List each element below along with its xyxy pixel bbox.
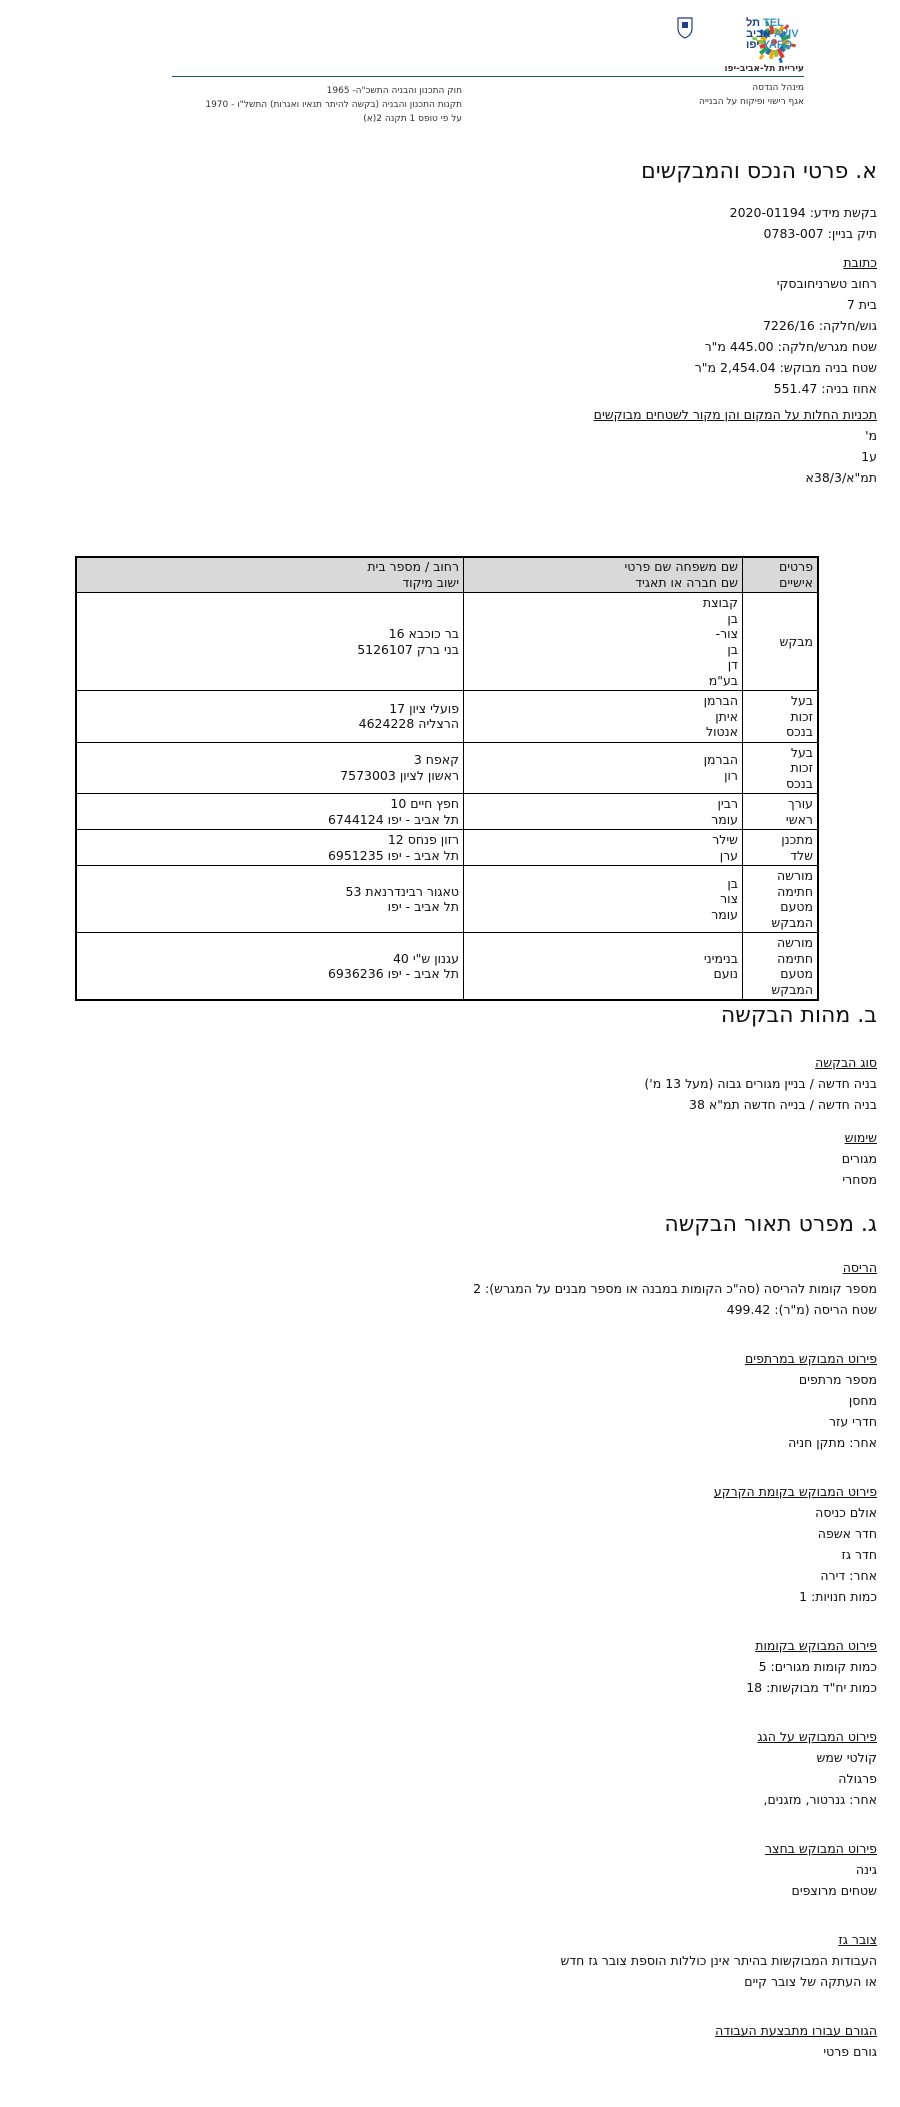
- cell-address: [76, 691, 464, 743]
- cell-address-line: ראשון לציון 7573003: [340, 767, 459, 783]
- cell-name-line: בן: [727, 875, 738, 891]
- cell-address: [76, 794, 464, 830]
- request-type: בניה חדשה / בניין מגורים גבוה (מעל 13 מ'): [644, 1076, 877, 1091]
- table-row: [76, 691, 818, 743]
- cell-address: [76, 593, 464, 691]
- cell-role: [743, 742, 819, 794]
- cell-role-line: המבקש: [771, 914, 813, 930]
- cell-role-line: בעל: [790, 744, 813, 760]
- cell-role-line: בנכס: [786, 724, 813, 739]
- cell-address-line: רזון פנחס 12: [387, 832, 459, 847]
- spec-block-line: שטח הריסה (מ"ר): 499.42: [726, 1302, 877, 1317]
- section-c: [57, 1211, 877, 2090]
- cell-address-line: קאפח 3: [413, 752, 459, 768]
- municipality-name: עיריית תל-אביב-יפו: [724, 64, 804, 74]
- cell-address-line: טאגור רבינדרנאת 53: [345, 883, 459, 899]
- cell-name-line: אנטול: [706, 724, 738, 739]
- cell-name-line: איתן: [715, 708, 738, 724]
- cell-address-line: פועלי ציון 17: [389, 700, 459, 716]
- spec-block-heading: פירוט המבוקש על הגג: [757, 1729, 877, 1744]
- cell-name-line: בן: [727, 610, 738, 626]
- table-row: [76, 830, 818, 866]
- spec-block-line: קולטי שמש: [816, 1750, 877, 1765]
- plan-item: מ': [865, 428, 877, 443]
- property-detail: אחוז בניה: 551.47: [773, 381, 877, 396]
- municipal-emblem-icon: [678, 18, 692, 38]
- cell-name-line: רבין: [717, 796, 738, 811]
- cell-address-line: בר כוכבא 16: [388, 626, 459, 641]
- section-a: [57, 158, 877, 488]
- cell-role-line: מטעם: [780, 899, 813, 914]
- table-header-row: [76, 557, 818, 593]
- building-file: תיק בניין: 0783-007: [763, 226, 877, 241]
- spec-block-heading: הגורם עבורו מתבצעת העבודה: [715, 2023, 877, 2038]
- spec-block-line: חדר גז: [841, 1547, 877, 1562]
- cell-name-line: הברמן: [703, 752, 738, 768]
- section-c-title: ג. מפרט תאור הבקשה: [664, 1212, 877, 1237]
- use-item: מסחרי: [842, 1172, 877, 1187]
- spec-block-line: מחסן: [848, 1393, 877, 1408]
- cell-name-line: רון: [724, 767, 738, 783]
- property-detail: שטח בניה מבוקש: 2,454.04 מ"ר: [694, 360, 877, 375]
- section-a-title: א. פרטי הנכס והמבקשים: [641, 159, 877, 184]
- section-c-blocks: [57, 1257, 877, 2062]
- cell-name: [464, 866, 743, 933]
- cell-name-line: ערן: [719, 847, 738, 863]
- cell-role-line: חתימה: [777, 883, 813, 899]
- cell-role: [743, 933, 819, 1001]
- cell-name: [464, 830, 743, 866]
- cell-role: [743, 593, 819, 691]
- spec-block-line: מספר קומות להריסה (סה"כ הקומות במבנה או מספר מבנים על המגרש): 2: [473, 1281, 877, 1296]
- department-line: אגף רישוי ופיקוח על הבנייה: [698, 97, 804, 107]
- cell-name-line: בע"מ: [708, 672, 738, 688]
- law-line: על פי טופס 1 תקנה 2(א): [363, 114, 462, 124]
- law-line: תקנות התכנון והבניה (בקשה להיתר תנאיו ואגרות) התשל"ו - 1970: [205, 100, 462, 110]
- spec-block-line: כמות קומות מגורים: 5: [758, 1659, 877, 1674]
- cell-name-line: דן: [727, 657, 738, 672]
- cell-role: [743, 830, 819, 866]
- spec-block-line: כמות חנויות: 1: [799, 1589, 877, 1604]
- cell-name-line: קבוצת: [702, 595, 738, 610]
- spec-block-line: אחר: גנרטור, מזגנים,: [763, 1792, 877, 1807]
- spec-block-line: או העתקה של צובר קיים: [744, 1974, 877, 1989]
- logo-line-2: TEL: [762, 17, 784, 29]
- section-b-title: ב. מהות הבקשה: [720, 1003, 877, 1028]
- spec-block-heading: הריסה: [842, 1260, 877, 1275]
- cell-role-line: חתימה: [777, 950, 813, 966]
- cell-name-line: עומר: [711, 906, 738, 922]
- cell-role-line: מטעם: [780, 966, 813, 981]
- cell-address-line: הרצליה 4624228: [358, 716, 459, 732]
- header-role: פרטים אישיים: [743, 557, 819, 593]
- cell-address: [76, 866, 464, 933]
- spec-block-line: חדרי עזר: [828, 1414, 877, 1429]
- cell-address: [76, 830, 464, 866]
- spec-block: [57, 1929, 877, 1992]
- cell-name-line: צור-: [715, 626, 738, 641]
- logo-line-1: תל: [746, 17, 760, 29]
- table-row: [76, 866, 818, 933]
- spec-block-line: מספר מרתפים: [798, 1372, 877, 1387]
- cell-role-line: בעל: [790, 693, 813, 708]
- spec-block-heading: פירוט המבוקש במרתפים: [744, 1351, 877, 1366]
- spec-block-line: העבודות המבוקשות בהיתר אינן כוללות הוספת צובר גז חדש: [560, 1953, 877, 1968]
- property-detail: שטח מגרש/חלקה: 445.00 מ"ר: [704, 339, 877, 354]
- cell-name-line: צור: [720, 891, 738, 907]
- cell-name-line: שילר: [712, 832, 738, 847]
- spec-block: [57, 1726, 877, 1810]
- use-item: מגורים: [841, 1151, 877, 1166]
- spec-block-line: חדר אשפה: [817, 1526, 877, 1541]
- cell-role-line: מורשה: [777, 935, 813, 950]
- spec-block-heading: פירוט המבוקש בקומות: [755, 1638, 877, 1653]
- spec-block-heading: צובר גז: [838, 1932, 877, 1947]
- parties-table: [75, 556, 819, 1001]
- request-type: בניה חדשה / בנייה חדשה תמ"א 38: [689, 1097, 877, 1112]
- table-row: [76, 794, 818, 830]
- cell-role-line: מורשה: [777, 868, 813, 883]
- spec-block: [57, 1257, 877, 1320]
- cell-role-line: בנכס: [786, 775, 813, 791]
- plans-heading: תכניות החלות על המקום והן מקור לשטחים מבוקשים: [593, 407, 877, 422]
- department-line: מינהל הנדסה: [752, 83, 804, 93]
- spec-block: [57, 1481, 877, 1607]
- spec-block-line: גינה: [855, 1862, 877, 1877]
- spec-block: [57, 1635, 877, 1698]
- cell-address-line: בני ברק 5126107: [357, 641, 459, 657]
- cell-address-line: חפץ חיים 10: [390, 796, 459, 811]
- table-row: [76, 742, 818, 794]
- spec-block-line: שטחים מרוצפים: [791, 1883, 877, 1898]
- header-name: שם משפחה שם פרטי שם חברה או תאגיד: [464, 557, 743, 593]
- cell-role-line: עורך: [788, 796, 813, 811]
- table-row: [76, 933, 818, 1001]
- table-row: [76, 593, 818, 691]
- cell-role: [743, 866, 819, 933]
- header-address: רחוב / מספר בית ישוב מיקוד: [76, 557, 464, 593]
- logo-line-4: AVIV: [773, 28, 799, 40]
- document-header: [180, 6, 880, 126]
- cell-name: [464, 794, 743, 830]
- spec-block-line: כמות יח"ד מבוקשות: 18: [746, 1680, 877, 1695]
- cell-address: [76, 933, 464, 1001]
- cell-name-line: נועם: [713, 966, 738, 981]
- logo-wordmark: [746, 18, 806, 51]
- cell-name-line: בן: [727, 641, 738, 657]
- section-b: [57, 1002, 877, 1190]
- parties-table-body: [76, 593, 818, 1001]
- spec-block-line: גורם פרטי: [823, 2044, 877, 2059]
- cell-address-line: תל אביב - יפו 6744124: [327, 811, 459, 827]
- department-block: [699, 81, 804, 109]
- logo-line-3: אביב: [746, 28, 771, 40]
- cell-role-line: מבקש: [779, 633, 813, 649]
- cell-name-line: הברמן: [703, 693, 738, 708]
- logo-line-5: יפו: [746, 39, 760, 51]
- cell-role-line: שלד: [790, 847, 813, 863]
- cell-role: [743, 691, 819, 743]
- spec-block-heading: פירוט המבוקש בקומת הקרקע: [713, 1484, 877, 1499]
- spec-block-line: פרגולה: [838, 1771, 877, 1786]
- cell-address-line: תל אביב - יפו 6936236: [327, 966, 459, 981]
- cell-name: [464, 691, 743, 743]
- address-line: רחוב טשרניחובסקי: [776, 276, 877, 291]
- property-detail: גוש/חלקה: 7226/16: [762, 318, 877, 333]
- spec-block: [57, 1838, 877, 1901]
- spec-block: [57, 1348, 877, 1453]
- cell-name-line: עומר: [711, 811, 738, 827]
- spec-block-line: אחר: דירה: [820, 1568, 877, 1583]
- cell-name: [464, 742, 743, 794]
- cell-name-line: בנימיני: [703, 950, 738, 966]
- cell-name: [464, 933, 743, 1001]
- cell-role-line: המבקש: [771, 981, 813, 997]
- law-line: חוק התכנון והבניה התשכ"ה- 1965: [326, 86, 462, 96]
- spec-block-heading: פירוט המבוקש בחצר: [765, 1841, 877, 1856]
- spec-block-line: אחר: מתקן חניה: [788, 1435, 877, 1450]
- law-reference-block: [205, 84, 462, 126]
- spec-block-line: אולם כניסה: [815, 1505, 877, 1520]
- request-type-heading: סוג הבקשה: [815, 1055, 877, 1070]
- logo-line-6: YAFO: [762, 39, 793, 51]
- use-heading: שימוש: [844, 1130, 877, 1145]
- cell-role-line: זכות: [790, 760, 813, 775]
- request-number: בקשת מידע: 2020-01194: [729, 205, 877, 220]
- cell-role-line: זכות: [790, 708, 813, 724]
- cell-role-line: מתכנן: [781, 832, 813, 847]
- cell-address-line: עגנון ש"י 40: [392, 950, 459, 966]
- address-line: בית 7: [846, 297, 877, 312]
- cell-role: [743, 794, 819, 830]
- plan-item: תמ"א/38/3א: [805, 470, 877, 485]
- spec-block: [57, 2020, 877, 2062]
- cell-role-line: ראשי: [785, 811, 813, 827]
- cell-address-line: תל אביב - יפו: [387, 899, 459, 914]
- cell-address-line: תל אביב - יפו 6951235: [327, 847, 459, 863]
- cell-address: [76, 742, 464, 794]
- header-divider: [172, 76, 804, 77]
- address-heading: כתובת: [843, 255, 877, 270]
- plan-item: ע1: [861, 449, 877, 464]
- cell-name: [464, 593, 743, 691]
